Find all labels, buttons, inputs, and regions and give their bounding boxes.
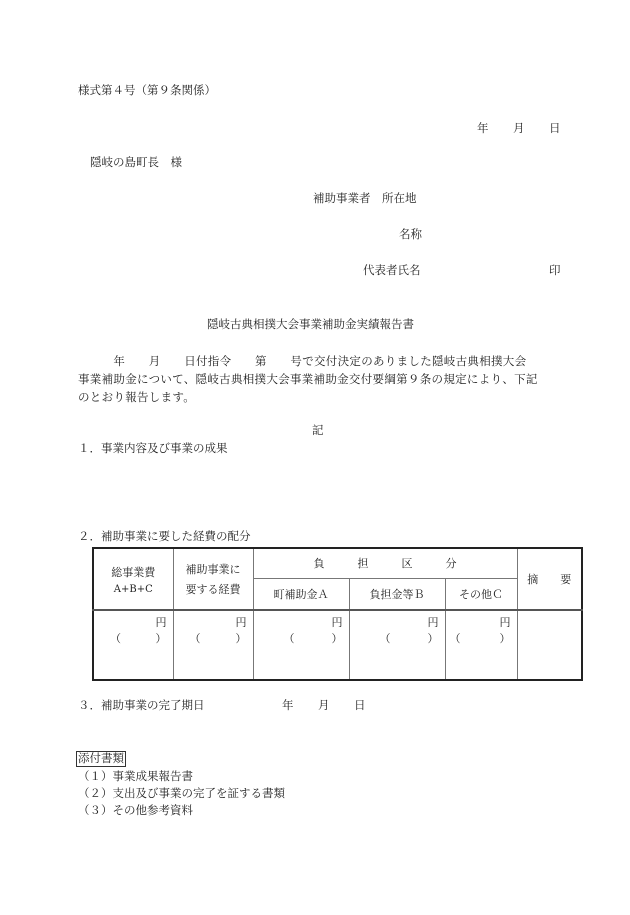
paren-close: ） bbox=[427, 632, 439, 645]
paren-close: ） bbox=[155, 632, 167, 645]
attachment-item-2: （２）支出及び事業の完了を証する書類 bbox=[78, 786, 285, 800]
attachment-item-1: （１）事業成果報告書 bbox=[78, 769, 193, 783]
paren-open: （ bbox=[379, 632, 391, 645]
completion-month: 月 bbox=[318, 698, 330, 712]
header-total-cost-label: 総事業費 bbox=[111, 565, 156, 579]
representative-label: 代表者氏名 bbox=[363, 263, 421, 277]
header-burden-b: 負担金等Ｂ bbox=[349, 578, 445, 610]
cell-town-subsidy[interactable] bbox=[253, 610, 349, 680]
date-day: 日 bbox=[549, 121, 561, 135]
body-paragraph bbox=[78, 352, 564, 406]
paren-open: （ bbox=[283, 632, 295, 645]
cell-remarks[interactable] bbox=[517, 610, 582, 680]
completion-date-label: ３．補助事業の完了期日 bbox=[78, 698, 205, 712]
cell-burden-b[interactable] bbox=[349, 610, 445, 680]
date-month: 月 bbox=[513, 121, 525, 135]
paren-open: （ bbox=[189, 632, 201, 645]
header-total-cost-formula: A+B+C bbox=[113, 583, 153, 595]
header-remarks: 摘 要 bbox=[517, 548, 582, 610]
header-town-subsidy: 町補助金Ａ bbox=[253, 578, 349, 610]
section-2-heading: ２．補助事業に要した経費の配分 bbox=[78, 529, 251, 543]
body-line-2: 事業補助金について、隠岐古典相撲大会事業補助金交付要綱第９条の規定により、下記 bbox=[78, 372, 538, 386]
body-line-3: のとおり報告します。 bbox=[78, 390, 196, 404]
body-line-1: 年 月 日付指令 第 号で交付決定のありました隠岐古典相撲大会 bbox=[78, 354, 527, 368]
applicant-address-label: 補助事業者 所在地 bbox=[313, 191, 417, 205]
cell-total-cost[interactable] bbox=[93, 610, 173, 680]
ki-heading: 記 bbox=[312, 423, 324, 437]
date-year: 年 bbox=[477, 121, 489, 135]
form-number: 様式第４号（第９条関係） bbox=[78, 83, 216, 97]
attachment-item-3: （３）その他参考資料 bbox=[78, 803, 193, 817]
paren-open: （ bbox=[449, 632, 461, 645]
cell-required-cost[interactable] bbox=[173, 610, 253, 680]
addressee: 隠岐の島町長 様 bbox=[90, 155, 182, 169]
yen-unit: 円 bbox=[155, 616, 167, 629]
header-other-c: その他Ｃ bbox=[445, 578, 517, 610]
paren-close: ） bbox=[235, 632, 247, 645]
section-1-heading: １．事業内容及び事業の成果 bbox=[78, 441, 228, 455]
cell-other-c[interactable] bbox=[445, 610, 517, 680]
attachments-heading: 添付書類 bbox=[78, 751, 124, 765]
paren-close: ） bbox=[499, 632, 511, 645]
applicant-name-label: 名称 bbox=[399, 227, 422, 241]
header-required-cost-line2: 要する経費 bbox=[185, 583, 241, 596]
header-total-cost bbox=[93, 548, 173, 610]
paren-open: （ bbox=[110, 632, 121, 645]
header-required-cost bbox=[173, 548, 253, 610]
yen-unit: 円 bbox=[331, 616, 343, 629]
yen-unit: 円 bbox=[499, 616, 511, 629]
seal-mark: 印 bbox=[549, 263, 561, 277]
document-title: 隠岐古典相撲大会事業補助金実績報告書 bbox=[207, 317, 414, 331]
yen-unit: 円 bbox=[427, 616, 439, 629]
completion-day: 日 bbox=[354, 698, 366, 712]
paren-close: ） bbox=[331, 632, 343, 645]
completion-year: 年 bbox=[282, 698, 294, 712]
yen-unit: 円 bbox=[235, 616, 247, 629]
header-burden-group: 負 担 区 分 bbox=[253, 548, 517, 578]
expense-allocation-table bbox=[92, 547, 583, 681]
header-required-cost-line1: 補助事業に bbox=[185, 563, 241, 576]
